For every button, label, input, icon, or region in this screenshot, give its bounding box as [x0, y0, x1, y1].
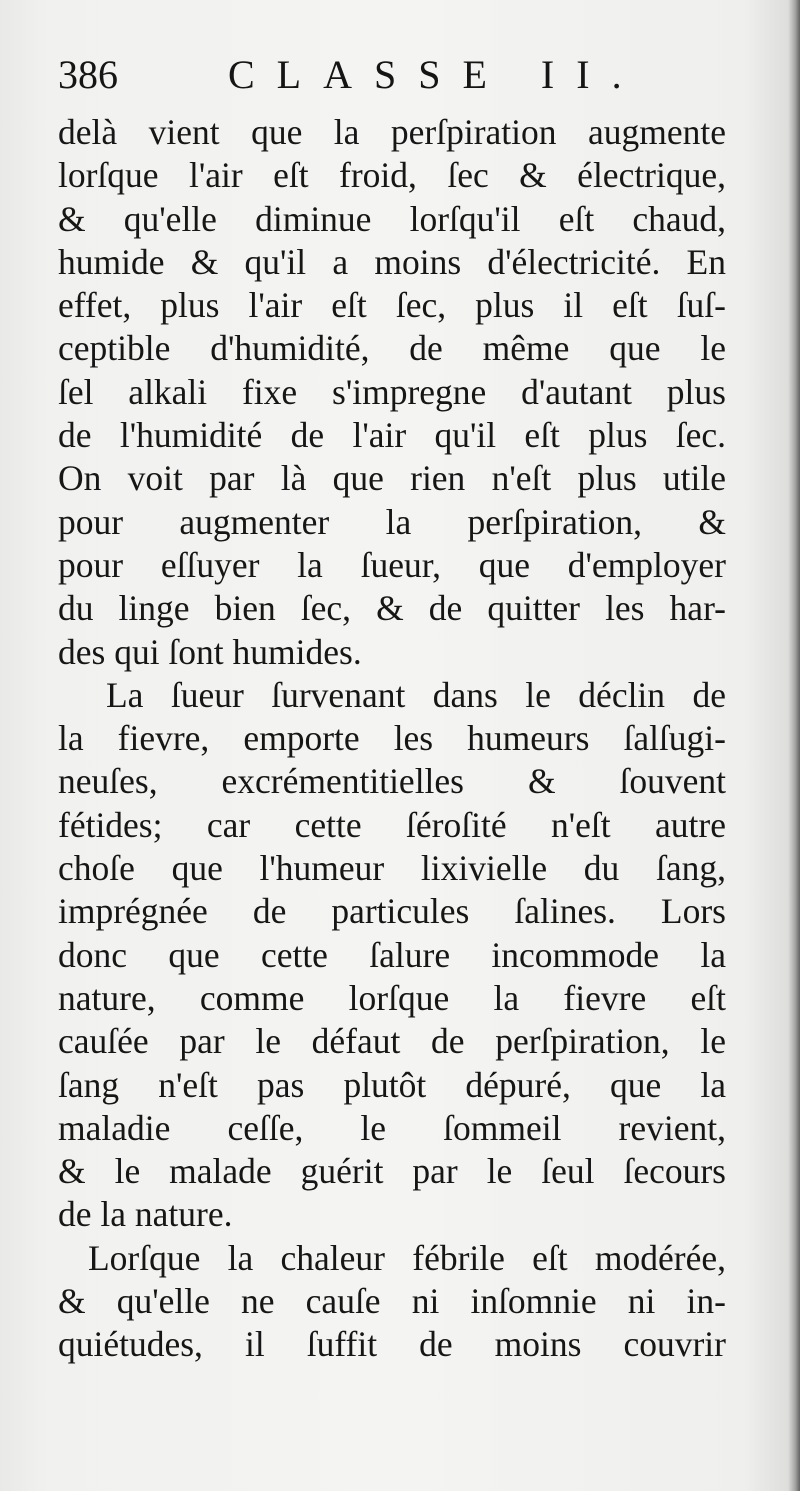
text-line: & le malade guérit par le ſeul ſecours [58, 1151, 726, 1192]
text-line: du linge bien ſec, & de quitter les har- [58, 588, 726, 629]
text-line: cauſée par le défaut de perſpiration, le [58, 1021, 726, 1062]
text-line: ceptible d'humidité, de même que le [58, 328, 726, 369]
text-line: delà vient que la perſpiration augmente [58, 112, 726, 152]
text-line: ſel alkali fixe s'impregne d'autant plus [58, 371, 726, 412]
page-edge-shadow [788, 0, 800, 1491]
text-line: donc que cette ſalure incommode la [58, 934, 726, 975]
text-line: choſe que l'humeur lixivielle du ſang, [58, 848, 726, 889]
body-text [58, 111, 726, 1367]
text-line: & qu'elle ne cauſe ni inſomnie ni in- [58, 1281, 726, 1322]
text-line: effet, plus l'air eſt ſec, plus il eſt ſuſ- [58, 285, 726, 326]
text-line: lorſque l'air eſt froid, ſec & électrique, [58, 155, 726, 196]
text-line: & qu'elle diminue lorſqu'il eſt chaud, [58, 198, 726, 239]
page-number: 386 [58, 52, 118, 97]
text-line: pour eſſuyer la ſueur, que d'employer [58, 544, 726, 585]
text-line: neuſes, excrémentitielles & ſouvent [58, 761, 726, 802]
text-line: de la nature. [58, 1194, 233, 1235]
text-line: nature, comme lorſque la fievre eſt [58, 977, 726, 1018]
text-line: humide & qu'il a moins d'électricité. En [58, 241, 726, 282]
text-line: imprégnée de particules ſalines. Lors [58, 891, 726, 932]
running-head: CLASSE II. [228, 52, 644, 97]
text-line: ſang n'eſt pas plutôt dépuré, que la [58, 1064, 726, 1105]
text-line: la fievre, emporte les humeurs ſalſugi- [58, 718, 726, 759]
text-line: On voit par là que rien n'eſt plus utile [58, 458, 726, 499]
text-line: pour augmenter la perſpiration, & [58, 501, 726, 542]
text-line: des qui ſont humides. [58, 631, 362, 672]
text-line: de l'humidité de l'air qu'il eſt plus ſec. [58, 415, 726, 456]
page-header [58, 50, 758, 110]
text-line: quiétudes, il ſuffit de moins couvrir [58, 1324, 726, 1365]
text-line: fétides; car cette ſéroſité n'eſt autre [58, 804, 726, 845]
text-line: Lorſque la chaleur fébrile eſt modérée, [88, 1237, 726, 1278]
text-line: La ſueur ſurvenant dans le déclin de [106, 674, 726, 715]
text-line: maladie ceſſe, le ſommeil revient, [58, 1107, 726, 1148]
